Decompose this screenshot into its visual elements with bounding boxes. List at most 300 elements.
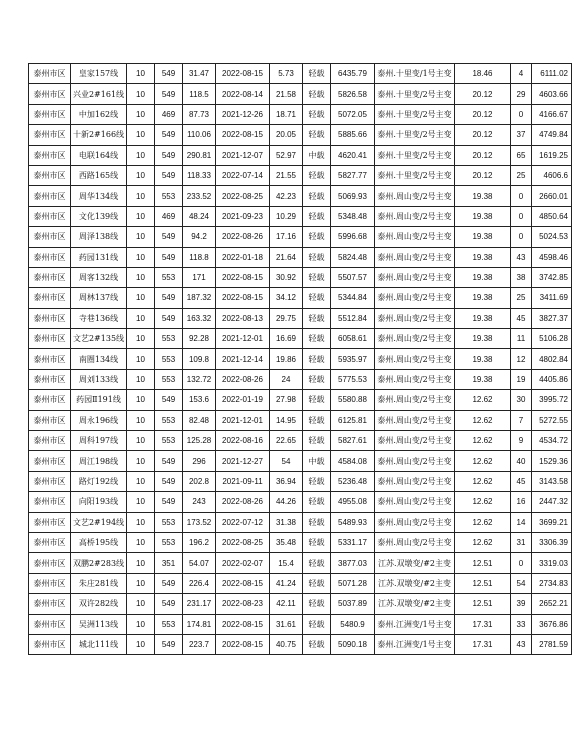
cell-feeder-name: 周科197线 (71, 431, 127, 451)
cell-region: 泰州市区 (29, 532, 71, 552)
cell-transformer: 泰州.十里变/2号主变 (375, 145, 455, 165)
cell-load-current: 118.33 (183, 165, 216, 185)
cell-feeder-name: 电联164线 (71, 145, 127, 165)
cell-feeder-name: 周泽138线 (71, 227, 127, 247)
cell-transformer-load-rate: 19.38 (455, 349, 511, 369)
cell-feeder-name: 朱庄281线 (71, 573, 127, 593)
cell-load-rate: 29.75 (270, 308, 303, 328)
cell-transformer: 泰州.十里变/2号主变 (375, 84, 455, 104)
cell-record-date: 2022-08-26 (216, 492, 270, 512)
cell-feeder-name: 吴洲113线 (71, 614, 127, 634)
cell-load-current: 173.52 (183, 512, 216, 532)
cell-available-capacity: 4606.6 (532, 165, 572, 185)
table-row (29, 165, 572, 185)
cell-line-type: 549 (155, 471, 183, 491)
table-row (29, 390, 572, 410)
cell-load-rate: 14.95 (270, 410, 303, 430)
cell-transformer-load-rate: 20.12 (455, 84, 511, 104)
cell-remaining-capacity: 5037.89 (331, 594, 375, 614)
cell-record-date: 2022-07-12 (216, 512, 270, 532)
cell-load-current: 118.5 (183, 84, 216, 104)
cell-line-type: 469 (155, 104, 183, 124)
cell-load-status: 轻载 (303, 104, 331, 124)
cell-access-count: 33 (511, 614, 532, 634)
cell-load-rate: 35.48 (270, 532, 303, 552)
cell-load-current: 31.47 (183, 64, 216, 84)
cell-remaining-capacity: 5236.48 (331, 471, 375, 491)
cell-available-capacity: 3306.39 (532, 532, 572, 552)
cell-available-capacity: 4598.46 (532, 247, 572, 267)
cell-available-capacity: 3676.86 (532, 614, 572, 634)
cell-access-count: 45 (511, 471, 532, 491)
cell-remaining-capacity: 5824.48 (331, 247, 375, 267)
cell-line-type: 553 (155, 614, 183, 634)
cell-load-rate: 44.26 (270, 492, 303, 512)
cell-available-capacity: 5024.53 (532, 227, 572, 247)
cell-load-current: 125.28 (183, 431, 216, 451)
cell-region: 泰州市区 (29, 369, 71, 389)
cell-transformer-load-rate: 19.38 (455, 227, 511, 247)
cell-voltage-kv: 10 (127, 369, 155, 389)
cell-record-date: 2021-12-14 (216, 349, 270, 369)
table-row (29, 145, 572, 165)
cell-record-date: 2022-08-16 (216, 431, 270, 451)
cell-load-status: 轻载 (303, 410, 331, 430)
cell-region: 泰州市区 (29, 492, 71, 512)
cell-transformer: 泰州.周山变/2号主变 (375, 512, 455, 532)
cell-record-date: 2022-01-19 (216, 390, 270, 410)
cell-load-rate: 31.61 (270, 614, 303, 634)
cell-access-count: 7 (511, 410, 532, 430)
cell-record-date: 2022-08-23 (216, 594, 270, 614)
cell-load-current: 118.8 (183, 247, 216, 267)
cell-transformer-load-rate: 19.38 (455, 369, 511, 389)
cell-line-type: 553 (155, 532, 183, 552)
cell-remaining-capacity: 5827.61 (331, 431, 375, 451)
cell-access-count: 30 (511, 390, 532, 410)
cell-load-status: 轻载 (303, 369, 331, 389)
cell-region: 泰州市区 (29, 206, 71, 226)
cell-load-rate: 17.16 (270, 227, 303, 247)
cell-available-capacity: 3827.37 (532, 308, 572, 328)
cell-transformer: 泰州.十里变/2号主变 (375, 125, 455, 145)
cell-transformer: 泰州.周山变/2号主变 (375, 247, 455, 267)
cell-region: 泰州市区 (29, 431, 71, 451)
table-row (29, 471, 572, 491)
cell-voltage-kv: 10 (127, 573, 155, 593)
cell-voltage-kv: 10 (127, 553, 155, 573)
cell-load-rate: 21.64 (270, 247, 303, 267)
cell-line-type: 553 (155, 431, 183, 451)
cell-load-rate: 27.98 (270, 390, 303, 410)
cell-transformer-load-rate: 12.62 (455, 492, 511, 512)
cell-feeder-name: 药园Ⅱ191线 (71, 390, 127, 410)
cell-available-capacity: 3319.03 (532, 553, 572, 573)
cell-transformer-load-rate: 19.38 (455, 308, 511, 328)
cell-remaining-capacity: 5512.84 (331, 308, 375, 328)
cell-feeder-name: 双许282线 (71, 594, 127, 614)
cell-record-date: 2022-01-18 (216, 247, 270, 267)
cell-line-type: 549 (155, 288, 183, 308)
table-row (29, 410, 572, 430)
cell-region: 泰州市区 (29, 634, 71, 654)
cell-transformer: 泰州.周山变/2号主变 (375, 431, 455, 451)
cell-access-count: 25 (511, 165, 532, 185)
cell-voltage-kv: 10 (127, 532, 155, 552)
cell-region: 泰州市区 (29, 104, 71, 124)
cell-record-date: 2022-08-14 (216, 84, 270, 104)
cell-line-type: 549 (155, 594, 183, 614)
cell-access-count: 12 (511, 349, 532, 369)
cell-transformer-load-rate: 12.62 (455, 390, 511, 410)
cell-line-type: 553 (155, 329, 183, 349)
cell-available-capacity: 3411.69 (532, 288, 572, 308)
cell-remaining-capacity: 5826.58 (331, 84, 375, 104)
cell-transformer-load-rate: 20.12 (455, 145, 511, 165)
cell-transformer-load-rate: 12.62 (455, 471, 511, 491)
cell-load-rate: 30.92 (270, 267, 303, 287)
cell-line-type: 549 (155, 125, 183, 145)
cell-load-current: 296 (183, 451, 216, 471)
cell-region: 泰州市区 (29, 186, 71, 206)
cell-region: 泰州市区 (29, 288, 71, 308)
cell-voltage-kv: 10 (127, 390, 155, 410)
cell-voltage-kv: 10 (127, 594, 155, 614)
cell-load-status: 中载 (303, 145, 331, 165)
table-row (29, 553, 572, 573)
feeder-load-table-page (28, 63, 572, 655)
cell-line-type: 549 (155, 247, 183, 267)
cell-load-current: 163.32 (183, 308, 216, 328)
cell-transformer-load-rate: 12.62 (455, 532, 511, 552)
cell-load-status: 轻载 (303, 431, 331, 451)
cell-load-current: 174.81 (183, 614, 216, 634)
table-row (29, 104, 572, 124)
cell-feeder-name: 寺巷136线 (71, 308, 127, 328)
cell-available-capacity: 3699.21 (532, 512, 572, 532)
cell-load-status: 轻载 (303, 634, 331, 654)
cell-access-count: 25 (511, 288, 532, 308)
cell-transformer-load-rate: 12.62 (455, 431, 511, 451)
cell-access-count: 0 (511, 206, 532, 226)
table-row (29, 125, 572, 145)
cell-load-rate: 24 (270, 369, 303, 389)
cell-region: 泰州市区 (29, 227, 71, 247)
cell-feeder-name: 周客132线 (71, 267, 127, 287)
cell-feeder-name: 高桥195线 (71, 532, 127, 552)
cell-record-date: 2022-08-15 (216, 614, 270, 634)
table-row (29, 206, 572, 226)
cell-record-date: 2021-09-23 (216, 206, 270, 226)
table-row (29, 614, 572, 634)
cell-access-count: 43 (511, 634, 532, 654)
cell-access-count: 0 (511, 553, 532, 573)
table-row (29, 267, 572, 287)
cell-remaining-capacity: 5348.48 (331, 206, 375, 226)
cell-region: 泰州市区 (29, 125, 71, 145)
cell-load-current: 187.32 (183, 288, 216, 308)
cell-load-rate: 15.4 (270, 553, 303, 573)
cell-load-status: 轻载 (303, 594, 331, 614)
cell-record-date: 2022-02-07 (216, 553, 270, 573)
cell-region: 泰州市区 (29, 308, 71, 328)
table-row (29, 64, 572, 84)
cell-access-count: 29 (511, 84, 532, 104)
cell-voltage-kv: 10 (127, 308, 155, 328)
cell-load-status: 轻载 (303, 390, 331, 410)
cell-available-capacity: 5106.28 (532, 329, 572, 349)
cell-access-count: 9 (511, 431, 532, 451)
cell-load-current: 48.24 (183, 206, 216, 226)
cell-remaining-capacity: 5935.97 (331, 349, 375, 369)
cell-line-type: 553 (155, 267, 183, 287)
cell-transformer: 江苏.双墩变/#2主变 (375, 594, 455, 614)
cell-line-type: 553 (155, 349, 183, 369)
cell-record-date: 2022-08-13 (216, 308, 270, 328)
cell-available-capacity: 1529.36 (532, 451, 572, 471)
cell-load-current: 153.6 (183, 390, 216, 410)
cell-transformer-load-rate: 19.38 (455, 288, 511, 308)
cell-transformer-load-rate: 12.51 (455, 573, 511, 593)
cell-transformer: 江苏.双墩变/#2主变 (375, 553, 455, 573)
cell-load-rate: 34.12 (270, 288, 303, 308)
cell-region: 泰州市区 (29, 614, 71, 634)
cell-voltage-kv: 10 (127, 165, 155, 185)
cell-voltage-kv: 10 (127, 634, 155, 654)
cell-voltage-kv: 10 (127, 329, 155, 349)
cell-available-capacity: 2781.59 (532, 634, 572, 654)
cell-remaining-capacity: 5580.88 (331, 390, 375, 410)
cell-region: 泰州市区 (29, 145, 71, 165)
cell-available-capacity: 4850.64 (532, 206, 572, 226)
cell-feeder-name: 周刘133线 (71, 369, 127, 389)
table-row (29, 369, 572, 389)
table-row (29, 594, 572, 614)
cell-voltage-kv: 10 (127, 471, 155, 491)
cell-load-current: 109.8 (183, 349, 216, 369)
cell-remaining-capacity: 5827.77 (331, 165, 375, 185)
cell-access-count: 0 (511, 104, 532, 124)
cell-load-status: 轻载 (303, 553, 331, 573)
cell-line-type: 549 (155, 308, 183, 328)
cell-record-date: 2022-08-15 (216, 267, 270, 287)
cell-available-capacity: 4802.84 (532, 349, 572, 369)
cell-load-status: 轻载 (303, 614, 331, 634)
cell-feeder-name: 南圈134线 (71, 349, 127, 369)
cell-line-type: 549 (155, 227, 183, 247)
cell-load-current: 196.2 (183, 532, 216, 552)
cell-load-current: 233.52 (183, 186, 216, 206)
cell-access-count: 4 (511, 64, 532, 84)
cell-load-current: 92.28 (183, 329, 216, 349)
cell-region: 泰州市区 (29, 64, 71, 84)
cell-transformer: 泰州.周山变/2号主变 (375, 390, 455, 410)
cell-load-status: 轻载 (303, 227, 331, 247)
cell-region: 泰州市区 (29, 471, 71, 491)
cell-access-count: 0 (511, 186, 532, 206)
cell-region: 泰州市区 (29, 165, 71, 185)
cell-line-type: 549 (155, 492, 183, 512)
cell-voltage-kv: 10 (127, 512, 155, 532)
cell-load-rate: 40.75 (270, 634, 303, 654)
cell-load-rate: 22.65 (270, 431, 303, 451)
table-row (29, 329, 572, 349)
cell-available-capacity: 4166.67 (532, 104, 572, 124)
cell-load-status: 轻载 (303, 532, 331, 552)
cell-transformer: 泰州.周山变/2号主变 (375, 288, 455, 308)
cell-load-current: 202.8 (183, 471, 216, 491)
cell-access-count: 39 (511, 594, 532, 614)
cell-available-capacity: 6111.02 (532, 64, 572, 84)
cell-load-rate: 42.23 (270, 186, 303, 206)
cell-record-date: 2022-08-15 (216, 125, 270, 145)
cell-voltage-kv: 10 (127, 64, 155, 84)
cell-load-current: 231.17 (183, 594, 216, 614)
cell-record-date: 2022-08-15 (216, 573, 270, 593)
cell-remaining-capacity: 5344.84 (331, 288, 375, 308)
cell-region: 泰州市区 (29, 451, 71, 471)
cell-record-date: 2022-08-26 (216, 369, 270, 389)
table-row (29, 634, 572, 654)
cell-voltage-kv: 10 (127, 84, 155, 104)
cell-line-type: 469 (155, 206, 183, 226)
cell-remaining-capacity: 5775.53 (331, 369, 375, 389)
cell-feeder-name: 文化139线 (71, 206, 127, 226)
cell-record-date: 2022-08-15 (216, 64, 270, 84)
cell-record-date: 2022-08-15 (216, 288, 270, 308)
cell-line-type: 351 (155, 553, 183, 573)
cell-line-type: 549 (155, 573, 183, 593)
cell-remaining-capacity: 4955.08 (331, 492, 375, 512)
cell-load-current: 226.4 (183, 573, 216, 593)
cell-load-rate: 54 (270, 451, 303, 471)
cell-voltage-kv: 10 (127, 186, 155, 206)
cell-load-status: 轻载 (303, 186, 331, 206)
cell-line-type: 549 (155, 451, 183, 471)
table-row (29, 288, 572, 308)
cell-feeder-name: 向阳193线 (71, 492, 127, 512)
cell-load-status: 轻载 (303, 288, 331, 308)
cell-record-date: 2022-08-26 (216, 227, 270, 247)
cell-load-rate: 52.97 (270, 145, 303, 165)
cell-remaining-capacity: 5507.57 (331, 267, 375, 287)
cell-record-date: 2022-08-15 (216, 634, 270, 654)
cell-load-status: 轻载 (303, 267, 331, 287)
cell-line-type: 549 (155, 634, 183, 654)
cell-remaining-capacity: 5885.66 (331, 125, 375, 145)
cell-transformer-load-rate: 17.31 (455, 614, 511, 634)
cell-transformer-load-rate: 12.62 (455, 410, 511, 430)
cell-feeder-name: 周江198线 (71, 451, 127, 471)
cell-load-rate: 21.58 (270, 84, 303, 104)
cell-transformer: 泰州.周山变/2号主变 (375, 308, 455, 328)
cell-voltage-kv: 10 (127, 349, 155, 369)
cell-available-capacity: 3742.85 (532, 267, 572, 287)
cell-transformer: 泰州.周山变/2号主变 (375, 329, 455, 349)
cell-load-rate: 36.94 (270, 471, 303, 491)
cell-access-count: 31 (511, 532, 532, 552)
feeder-load-table (28, 63, 572, 655)
cell-voltage-kv: 10 (127, 614, 155, 634)
table-row (29, 532, 572, 552)
table-row (29, 573, 572, 593)
cell-remaining-capacity: 5090.18 (331, 634, 375, 654)
cell-available-capacity: 4603.66 (532, 84, 572, 104)
cell-available-capacity: 2660.01 (532, 186, 572, 206)
cell-line-type: 549 (155, 390, 183, 410)
table-row (29, 308, 572, 328)
cell-access-count: 14 (511, 512, 532, 532)
cell-load-status: 轻载 (303, 349, 331, 369)
cell-available-capacity: 3143.58 (532, 471, 572, 491)
cell-remaining-capacity: 3877.03 (331, 553, 375, 573)
cell-available-capacity: 4534.72 (532, 431, 572, 451)
cell-line-type: 553 (155, 186, 183, 206)
cell-available-capacity: 4749.84 (532, 125, 572, 145)
cell-transformer: 泰州.周山变/2号主变 (375, 186, 455, 206)
cell-access-count: 37 (511, 125, 532, 145)
cell-transformer: 泰州.周山变/2号主变 (375, 267, 455, 287)
cell-record-date: 2021-09-11 (216, 471, 270, 491)
table-row (29, 247, 572, 267)
cell-transformer: 江苏.双墩变/#2主变 (375, 573, 455, 593)
cell-available-capacity: 2652.21 (532, 594, 572, 614)
cell-load-rate: 31.38 (270, 512, 303, 532)
cell-record-date: 2022-08-25 (216, 186, 270, 206)
cell-feeder-name: 文艺2#194线 (71, 512, 127, 532)
cell-load-rate: 5.73 (270, 64, 303, 84)
cell-voltage-kv: 10 (127, 206, 155, 226)
cell-remaining-capacity: 5489.93 (331, 512, 375, 532)
cell-transformer-load-rate: 12.62 (455, 451, 511, 471)
cell-access-count: 16 (511, 492, 532, 512)
cell-region: 泰州市区 (29, 247, 71, 267)
cell-transformer-load-rate: 12.62 (455, 512, 511, 532)
cell-record-date: 2021-12-26 (216, 104, 270, 124)
cell-line-type: 549 (155, 84, 183, 104)
cell-remaining-capacity: 6435.79 (331, 64, 375, 84)
cell-access-count: 19 (511, 369, 532, 389)
cell-load-current: 82.48 (183, 410, 216, 430)
cell-feeder-name: 十新2#166线 (71, 125, 127, 145)
cell-feeder-name: 周林137线 (71, 288, 127, 308)
cell-transformer-load-rate: 19.38 (455, 206, 511, 226)
cell-access-count: 43 (511, 247, 532, 267)
cell-load-current: 290.81 (183, 145, 216, 165)
cell-record-date: 2022-08-25 (216, 532, 270, 552)
cell-feeder-name: 药园131线 (71, 247, 127, 267)
cell-line-type: 549 (155, 165, 183, 185)
cell-transformer: 泰州.江洲变/1号主变 (375, 614, 455, 634)
cell-transformer-load-rate: 20.12 (455, 165, 511, 185)
cell-transformer-load-rate: 17.31 (455, 634, 511, 654)
table-body (29, 64, 572, 655)
cell-remaining-capacity: 5331.17 (331, 532, 375, 552)
cell-region: 泰州市区 (29, 349, 71, 369)
cell-transformer: 泰州.周山变/2号主变 (375, 532, 455, 552)
cell-remaining-capacity: 6125.81 (331, 410, 375, 430)
cell-load-status: 轻载 (303, 64, 331, 84)
cell-region: 泰州市区 (29, 267, 71, 287)
cell-feeder-name: 文艺2#135线 (71, 329, 127, 349)
cell-transformer: 泰州.十里变/2号主变 (375, 104, 455, 124)
cell-remaining-capacity: 5069.93 (331, 186, 375, 206)
cell-record-date: 2021-12-01 (216, 329, 270, 349)
cell-remaining-capacity: 5996.68 (331, 227, 375, 247)
cell-transformer: 泰州.周山变/2号主变 (375, 471, 455, 491)
cell-remaining-capacity: 4620.41 (331, 145, 375, 165)
table-row (29, 431, 572, 451)
